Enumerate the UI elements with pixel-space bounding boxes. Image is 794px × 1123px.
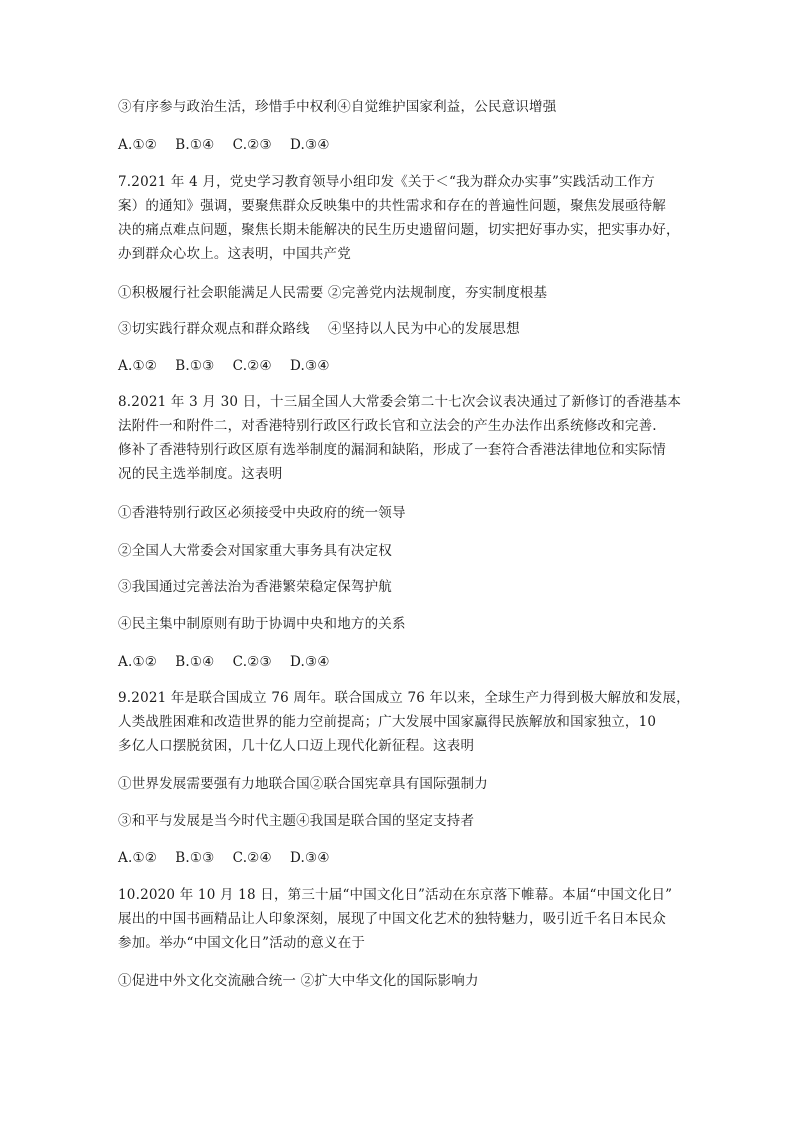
q8-option-line: ②全国人大常委会对国家重大事务具有决定权: [118, 543, 392, 559]
q7-stem-line: 办到群众心坎上。这表明，中国共产党: [118, 246, 351, 262]
q7-option-line: ①积极履行社会职能满足人民需要 ②完善党内法规制度，夯实制度根基: [118, 285, 548, 301]
q8-stem-line: 况的民主选举制度。这表明: [118, 466, 283, 482]
q10-option-line: ①促进中外文化交流融合统一 ②扩大中华文化的国际影响力: [118, 973, 479, 989]
q9-answer-choices: A.①② B.①③ C.②④ D.③④: [118, 850, 330, 866]
q8-stem-line: 8.2021 年 3 月 30 日，十三届全国人大常委会第二十七次会议表决通过了新修订的香港基本: [118, 394, 682, 410]
q6-answer-choices: A.①② B.①④ C.②③ D.③④: [118, 137, 330, 153]
q9-option-line: ③和平与发展是当今时代主题④我国是联合国的坚定支持者: [118, 813, 475, 829]
q9-option-line: ①世界发展需要强有力地联合国②联合国宪章具有国际强制力: [118, 776, 488, 792]
q7-option-line: ③切实践行群众观点和群众路线 ④坚持以人民为中心的发展思想: [118, 321, 520, 337]
q8-option-line: ①香港特别行政区必须接受中央政府的统一领导: [118, 505, 406, 521]
q8-stem-line: 修补了香港特别行政区原有选举制度的漏洞和缺陷，形成了一套符合香港法律地位和实际情: [118, 442, 666, 458]
q6-option-line: ③有序参与政治生活，珍惜手中权利④自觉维护国家利益，公民意识增强: [118, 99, 557, 115]
q7-stem-line: 7.2021 年 4 月，党史学习教育领导小组印发《关于＜“我为群众办实事”实践活动工作方: [118, 174, 656, 190]
q7-answer-choices: A.①② B.①③ C.②④ D.③④: [118, 358, 330, 374]
q9-stem-line: 9.2021 年是联合国成立 76 周年。联合国成立 76 年以来，全球生产力得到极大解放和发展，: [118, 690, 690, 706]
q9-stem-line: 多亿人口摆脱贫困，几十亿人口迈上现代化新征程。这表明: [118, 738, 475, 754]
q10-stem-line: 10.2020 年 10 月 18 日，第三十届“中国文化日”活动在东京落下帷幕。本届“中国文化日”: [118, 887, 673, 903]
q8-answer-choices: A.①② B.①④ C.②③ D.③④: [118, 654, 330, 670]
q9-stem-line: 人类战胜困难和改造世界的能力空前提高；广大发展中国家赢得民族解放和国家独立，10: [118, 714, 657, 730]
q8-option-line: ④民主集中制原则有助于协调中央和地方的关系: [118, 616, 406, 632]
q8-stem-line: 法附件一和附件二，对香港特别行政区行政长官和立法会的产生办法作出系统修改和完善.: [118, 418, 657, 434]
q10-stem-line: 展出的中国书画精品让人印象深刻，展现了中国文化艺术的独特魅力，吸引近千名日本民众: [118, 911, 666, 927]
q10-stem-line: 参加。举办“中国文化日”活动的意义在于: [118, 935, 366, 951]
q8-option-line: ③我国通过完善法治为香港繁荣稳定保驾护航: [118, 579, 392, 595]
q7-stem-line: 决的痛点难点问题，聚焦长期未能解决的民生历史遗留问题，切实把好事办实，把实事办好，: [118, 222, 680, 238]
q7-stem-line: 案）的通知》强调，要聚焦群众反映集中的共性需求和存在的普遍性问题，聚焦发展亟待解: [118, 198, 666, 214]
